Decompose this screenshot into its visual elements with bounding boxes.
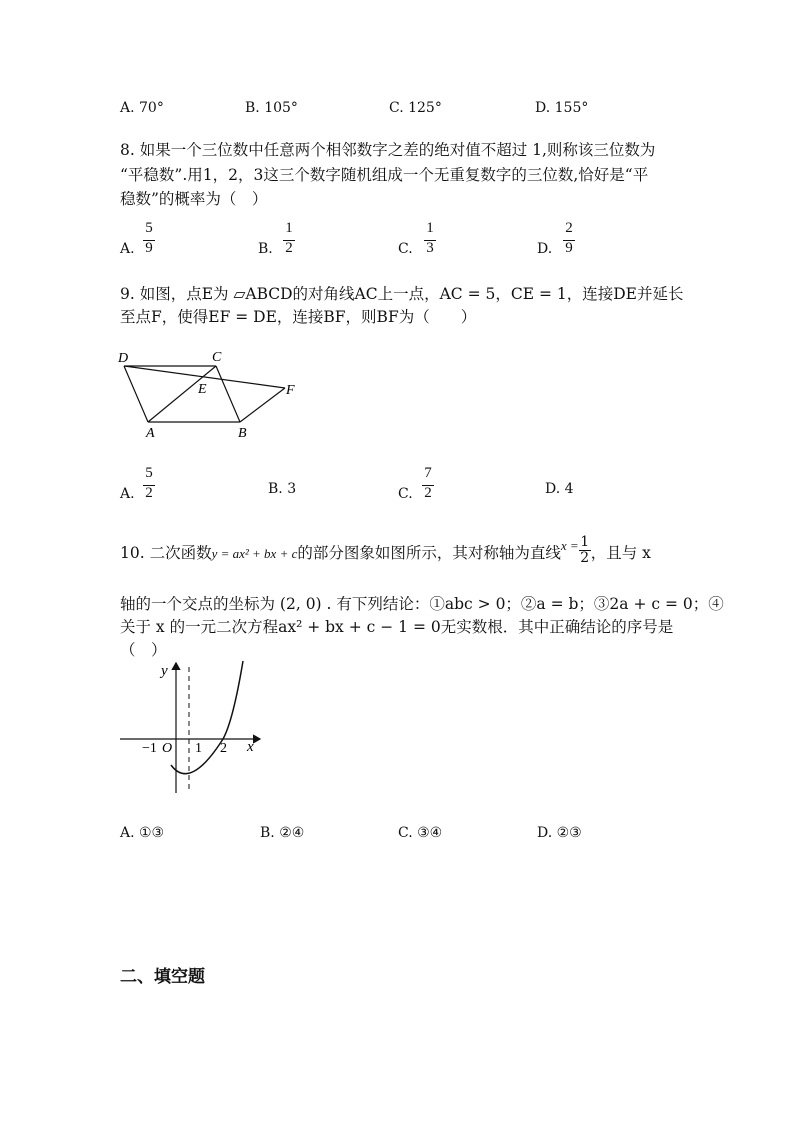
q8-option-c-label: C. [398, 241, 413, 257]
x-axis-label: x [247, 739, 254, 755]
q10-question-line-2: 轴的一个交点的坐标为 (2, 0) . 有下列结论：①abc > 0；②a = b；③2a + c = 0；④ [120, 595, 724, 613]
tick-label-2: 2 [220, 741, 227, 756]
q7-option-b: B. 105° [245, 100, 298, 116]
parabola-graph [115, 655, 275, 800]
q8-option-b-label: B. [258, 241, 273, 257]
q9-option-c-label: C. [398, 486, 413, 502]
q8-option-d-label: D. [537, 241, 553, 257]
label-e: E [198, 382, 207, 397]
q10-option-c: C. ③④ [398, 825, 443, 841]
q8-question-line-1: 8. 如果一个三位数中任意两个相邻数字之差的绝对值不超过 1,则称该三位数为 [120, 141, 656, 159]
label-a: A [146, 426, 155, 441]
q10-question-line-1 [120, 534, 651, 566]
q10-axis-lhs: x = [560, 538, 579, 553]
q9-option-b: B. 3 [268, 481, 297, 497]
q9-question-line-1: 9. 如图，点E为 ▱ABCD的对角线AC上一点，AC = 5，CE = 1，连接DE并延长 [120, 285, 684, 303]
section-title-fill-in-blank: 二、填空题 [120, 967, 205, 987]
q10-option-d: D. ②③ [537, 825, 582, 841]
q9-option-d: D. 4 [545, 481, 574, 497]
q10-intro-2: 的部分图象如图所示，其对称轴为直线 [297, 544, 561, 562]
q10-option-b: B. ②④ [260, 825, 305, 841]
q10-intro-3: ，且与 x [590, 544, 651, 562]
y-axis-label: y [161, 663, 168, 679]
q9-option-a-label: A. [120, 486, 135, 502]
q10-axis-fraction: $\frac{1}{2}$ [580, 534, 590, 566]
origin-label: O [162, 741, 173, 756]
label-d: D [118, 351, 129, 366]
parabola-curve [171, 661, 243, 774]
label-c: C [212, 350, 222, 365]
q10-intro: 10. 二次函数 [120, 544, 212, 562]
q8-option-a-label: A. [120, 241, 135, 257]
label-b: B [238, 426, 247, 441]
q7-option-a: A. 70° [120, 100, 164, 116]
q10-question-line-4: （ ） [120, 641, 167, 659]
q10-question-line-3: 关于 x 的一元二次方程ax² + bx + c − 1 = 0无实数根．其中正确结论的序号是 [120, 618, 674, 636]
q8-question-line-3: 稳数”的概率为（ ） [120, 190, 268, 208]
q10-equation: y = ax² + bx + c [211, 546, 298, 561]
q10-option-a: A. ①③ [120, 825, 165, 841]
q7-option-c: C. 125° [389, 100, 442, 116]
q8-question-line-2: “平稳数”.用1，2，3这三个数字随机组成一个无重复数字的三位数,恰好是“平 [120, 166, 649, 184]
parallelogram-figure [110, 345, 310, 445]
tick-label-neg1: −1 [142, 741, 157, 756]
q9-question-line-2: 至点F，使得EF = DE，连接BF，则BF为（ ） [120, 308, 477, 326]
q7-option-d: D. 155° [535, 100, 589, 116]
tick-label-1: 1 [195, 741, 202, 756]
label-f: F [286, 383, 295, 398]
